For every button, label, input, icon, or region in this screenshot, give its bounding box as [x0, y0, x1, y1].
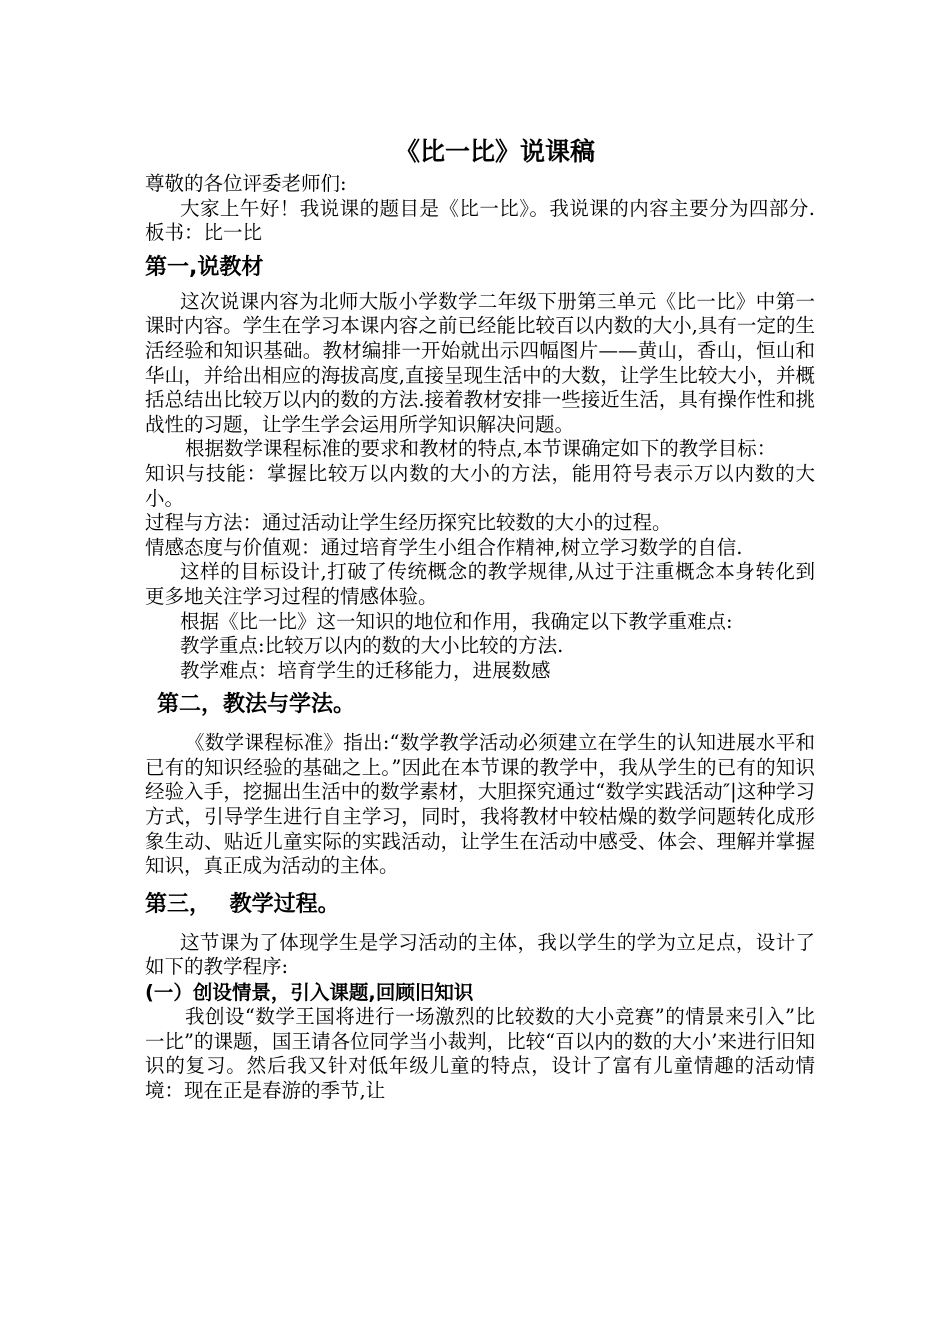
section3-sub1-heading: (一）创设情景，引入课题,回顾旧知识 [145, 981, 474, 1005]
goal-process-method: 过程与方法：通过活动让学生经历探究比较数的大小的过程。 [145, 511, 672, 535]
section1-paragraph-goals-intro: 根据数学课程标准的要求和教材的特点,本节课确定如下的教学目标： [185, 437, 777, 461]
goal-knowledge-skills: 知识与技能：掌握比较万以内数的大小的方法，能用符号表示万以内数的大小。 [145, 461, 815, 510]
teaching-difficulty: 教学难点：培育学生的迁移能力，进展数感 [180, 658, 551, 682]
section1-paragraph-key-difficulty-intro: 根据《比一比》这一知识的地位和作用，我确定以下教学重难点: [180, 609, 733, 633]
greeting: 尊敬的各位评委老师们: [145, 172, 347, 195]
document-title: 《比一比》说课稿 [394, 137, 595, 166]
section1-paragraph-design: 这样的目标设计,打破了传统概念的教学规律,从过于注重概念本身转化到更多地关注学习过程的情感体验。 [145, 560, 815, 608]
intro-paragraph: 大家上午好！我说课的题目是《比一比》。我说课的内容主要分为四部分.板书：比一比 [145, 196, 815, 245]
section1-heading: 第一,说教材 [145, 254, 264, 280]
teaching-key-point: 教学重点:比较万以内的数的大小比较的方法. [180, 634, 564, 658]
section3-sub1-paragraph: 我创设“数学王国将进行一场激烈的比较数的大小竞赛”的情景来引入”比一比”的课题，国王请各位同学当小裁判，比较“百以内的数的大小’来进行旧知识的复习。然后我又针对低年级儿童的特点，设计了富有儿童情趣的活动情境：现在正是春游的季节,让 [145, 1005, 815, 1102]
section1-paragraph-textbook: 这次说课内容为北师大版小学数学二年级下册第三单元《比一比》中第一课时内容。学生在学习本课内容之前已经能比较百以内数的大小,具有一定的生活经验和知识基础。教材编排一开始就出示四幅图片——黄山，香山，恒山和华山，并给出相应的海拔高度,直接呈现生活中的大数，让学生比较大小，并概括总结出比较万以内的数的方法.接着教材安排一些接近生活，具有操作性和挑战性的习题，让学生学会运用所学知识解决问题。 [145, 289, 815, 436]
section3-heading: 第三， 教学过程。 [145, 891, 340, 917]
section2-paragraph: 《数学课程标准》指出:“数学教学活动必须建立在学生的认知进展水平和已有的知识经验的基础之上。”因此在本节课的教学中，我从学生的已有的知识经验入手，挖掘出生活中的数学素材，大胆探究通过“数学实践活动″|这种学习方式，引导学生进行自主学习，同时，我将教材中较枯燥的数学问题转化成形象生动、贴近儿童实际的实践活动，让学生在活动中感受、体会、理解并掌握知识，真正成为活动的主体。 [145, 731, 815, 878]
goal-emotion-values: 情感态度与价值观：通过培育学生小组合作精神,树立学习数学的自信. [145, 535, 743, 559]
section3-paragraph: 这节课为了体现学生是学习活动的主体，我以学生的学为立足点，设计了如下的教学程序: [145, 930, 815, 979]
section2-heading: 第二，教法与学法。 [157, 692, 356, 718]
document-body [145, 132, 815, 1103]
